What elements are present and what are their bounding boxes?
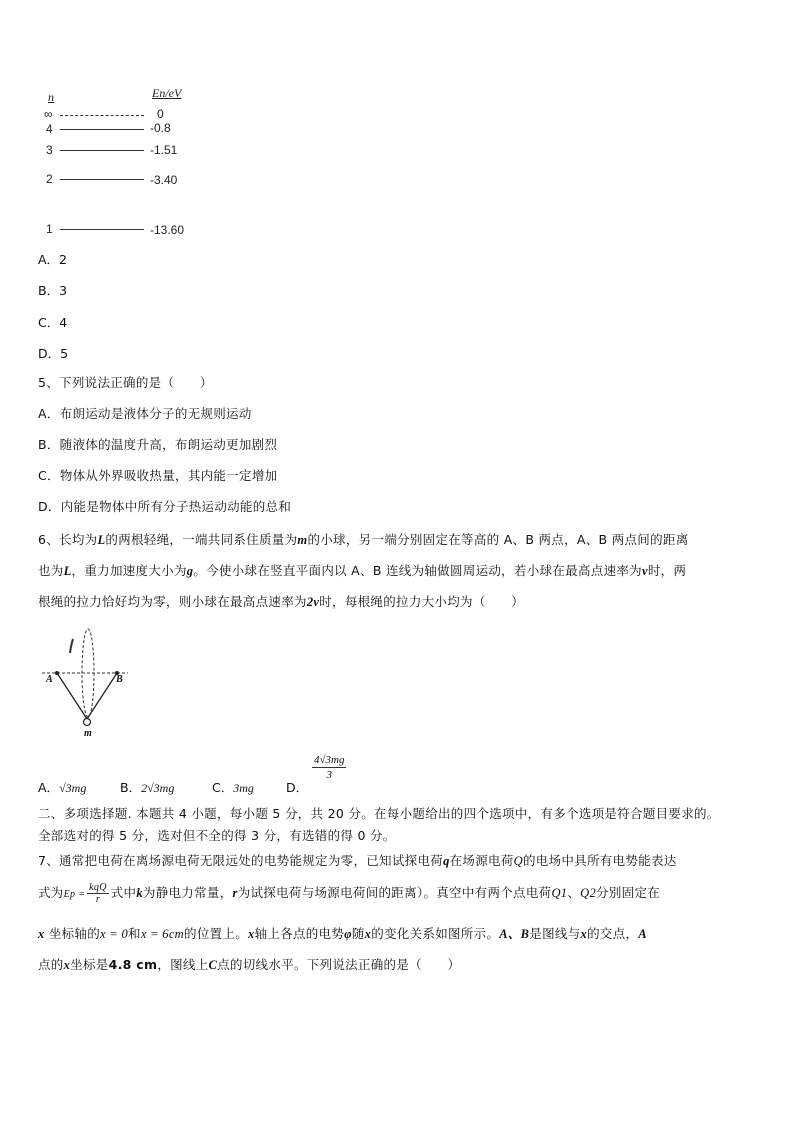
- level-line-inf: [60, 115, 144, 116]
- level-line-3: [60, 150, 144, 151]
- level-n-inf: ∞: [44, 107, 53, 121]
- label-a: A: [46, 674, 53, 685]
- q6-option-b: B．2√3mg: [120, 780, 175, 795]
- level-e-4: -0.8: [150, 121, 171, 135]
- q7-stem-line-2: 式为Ep = $\frac{\text{kqQ}}{r}$ 式中k为静电力常量，r为试探电荷与场源电荷间的距离）。真空中有两个点电荷Q1、Q2分别固定在: [38, 882, 661, 905]
- section-2-line-2: 全部选对的得 5 分，选对但不全的得 3 分，有选错的得 0 分。: [38, 828, 396, 843]
- level-n-2: 2: [46, 172, 53, 186]
- q4-option-d: D．5: [38, 346, 69, 361]
- rope-ball-figure: [40, 625, 140, 740]
- level-line-1: [60, 229, 144, 230]
- level-e-3: -1.51: [150, 143, 178, 157]
- q6-stem-line-1: 6、长均为L的两根轻绳，一端共同系住质量为m的小球，另一端分别固定在等高的 A、B 两点，A、B 两点间的距离: [38, 532, 689, 547]
- q4-option-a: A．2: [38, 252, 68, 267]
- rotation-arrow-icon: [70, 639, 73, 653]
- level-n-4: 4: [46, 122, 53, 136]
- n-axis-label: n: [48, 90, 54, 104]
- q5-option-d: D．内能是物体中所有分子热运动动能的总和: [38, 499, 292, 514]
- label-m: m: [84, 728, 92, 739]
- q6-option-c: C．3mg: [212, 780, 254, 795]
- level-n-3: 3: [46, 143, 53, 157]
- q5-option-b: B．随液体的温度升高，布朗运动更加剧烈: [38, 437, 278, 452]
- rope-ball-diagram: [40, 625, 140, 740]
- q5-option-a: A．布朗运动是液体分子的无规则运动: [38, 406, 252, 421]
- level-n-1: 1: [46, 222, 53, 236]
- q6-option-a: A．√3mg: [38, 780, 87, 795]
- point-a: [55, 671, 59, 675]
- level-e-inf: 0: [157, 107, 164, 121]
- label-b: B: [116, 674, 123, 685]
- q4-option-b: B．3: [38, 283, 68, 298]
- level-e-1: -13.60: [150, 223, 185, 237]
- q5-stem: 5、下列说法正确的是（ ）: [38, 375, 213, 390]
- level-line-4: [60, 129, 144, 130]
- q7-stem-line-3: x 坐标轴的x = 0和x = 6cm的位置上。x轴上各点的电势φ随x的变化关系如图所示。A、B是图线与x的交点，A: [38, 926, 647, 941]
- q4-option-c: C．4: [38, 315, 68, 330]
- level-line-2: [60, 179, 144, 180]
- q7-stem-line-4: 点的x坐标是4.8 cm，图线上C点的切线水平。下列说法正确的是（ ）: [38, 957, 461, 972]
- q7-stem-line-1: 7、通常把电荷在离场源电荷无限远处的电势能规定为零，已知试探电荷q在场源电荷Q的电场中具所有电势能表达: [38, 853, 677, 868]
- ball: [84, 719, 91, 726]
- section-2-line-1: 二、多项选择题. 本题共 4 小题，每小题 5 分，共 20 分。在每小题给出的四个选项中，有多个选项是符合题目要求的。: [38, 806, 720, 821]
- q6-option-d-label: D．: [286, 780, 309, 795]
- q6-option-d-fraction: $\frac{4√3mg}{3}$: [314, 754, 345, 781]
- q5-option-c: C．物体从外界吸收热量，其内能一定增加: [38, 468, 278, 483]
- rope-right: [87, 673, 117, 719]
- energy-axis-label: En/eV: [152, 86, 182, 100]
- q6-stem-line-3: 根绳的拉力恰好均为零，则小球在最高点速率为2v时，每根绳的拉力大小均为（ ）: [38, 594, 525, 609]
- level-e-2: -3.40: [150, 173, 178, 187]
- q6-stem-line-2: 也为L，重力加速度大小为g。今使小球在竖直平面内以 A、B 连线为轴做圆周运动，若小球在最高点速率为v时，两: [38, 563, 687, 578]
